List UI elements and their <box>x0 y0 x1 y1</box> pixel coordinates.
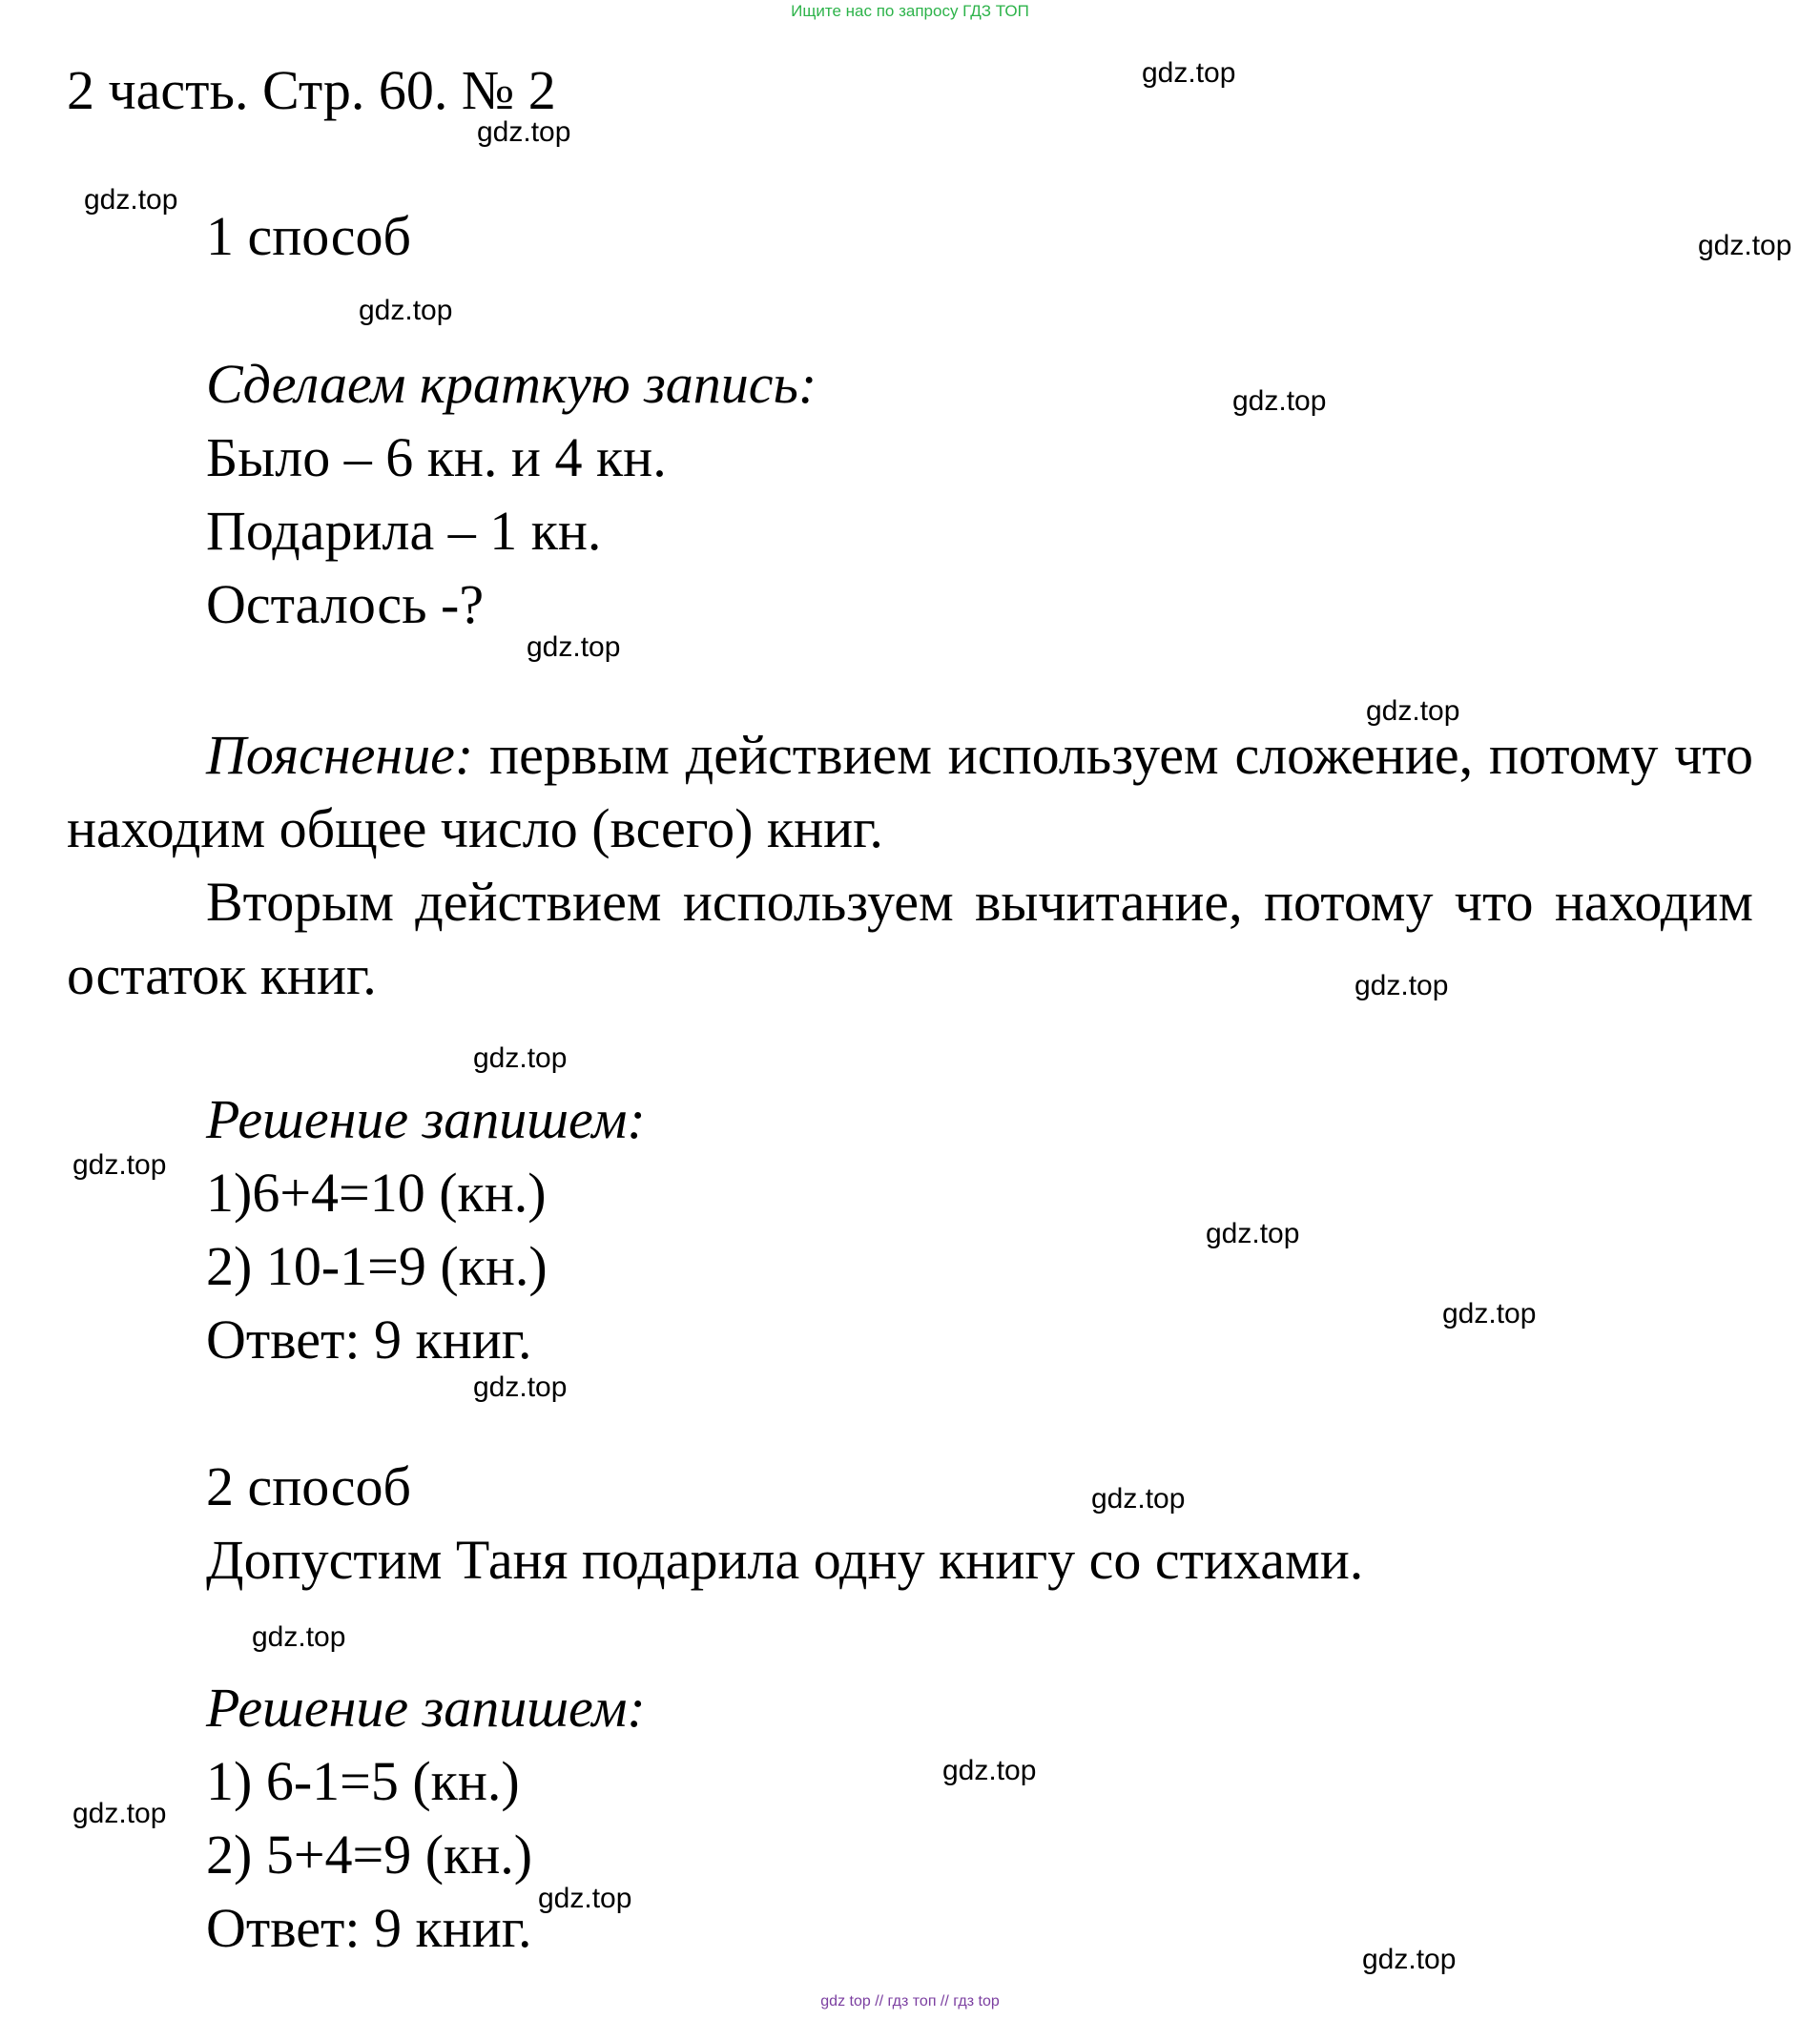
watermark: gdz.top <box>1366 695 1460 727</box>
method1-answer: Ответ: 9 книг. <box>206 1309 532 1371</box>
watermark: gdz.top <box>1355 970 1449 1001</box>
solution-label-2: Решение запишем: <box>206 1677 646 1739</box>
watermark: gdz.top <box>1232 385 1327 417</box>
watermark: gdz.top <box>1206 1218 1300 1249</box>
note-line-3: Осталось -? <box>206 573 485 635</box>
watermark: gdz.top <box>477 116 571 148</box>
solution-label-1: Решение запишем: <box>206 1088 646 1150</box>
method2-answer: Ответ: 9 книг. <box>206 1897 532 1959</box>
watermark: gdz.top <box>1091 1483 1186 1515</box>
watermark: gdz.top <box>473 1371 568 1403</box>
note-line-1: Было – 6 кн. и 4 кн. <box>206 426 667 488</box>
watermark: gdz.top <box>1362 1944 1457 1975</box>
method1-heading: 1 способ <box>206 205 411 267</box>
watermark: gdz.top <box>538 1883 632 1914</box>
watermark: gdz.top <box>473 1042 568 1074</box>
method2-heading: 2 способ <box>206 1455 411 1517</box>
method1-step-2: 2) 10-1=9 (кн.) <box>206 1235 548 1297</box>
watermark: gdz.top <box>252 1621 346 1653</box>
explanation-label: Пояснение: <box>206 724 474 786</box>
watermark: gdz.top <box>1698 230 1792 261</box>
explanation-text: первым действием используем сложение, потому что находим общее число (всего) книг. <box>67 724 1753 859</box>
method2-step-2: 2) 5+4=9 (кн.) <box>206 1824 533 1886</box>
watermark: gdz.top <box>72 1798 167 1829</box>
top-banner: Ищите нас по запросу ГДЗ ТОП <box>791 2 1029 20</box>
page-title: 2 часть. Стр. 60. № 2 <box>67 59 556 121</box>
explanation-paragraph-2: Вторым действием используем вычитание, потому что находим остаток книг. <box>67 871 1753 1006</box>
watermark: gdz.top <box>527 631 621 663</box>
watermark: gdz.top <box>359 295 453 326</box>
watermark: gdz.top <box>84 184 178 216</box>
watermark: gdz.top <box>942 1755 1037 1786</box>
explanation-paragraph <box>67 718 1753 865</box>
watermark: gdz.top <box>72 1149 167 1181</box>
short-note-label: Сделаем краткую запись: <box>206 353 817 415</box>
watermark: gdz.top <box>1142 57 1236 89</box>
method1-step-1: 1)6+4=10 (кн.) <box>206 1162 547 1224</box>
method2-assumption: Допустим Таня подарила одну книгу со стихами. <box>206 1529 1364 1591</box>
note-line-2: Подарила – 1 кн. <box>206 500 602 562</box>
watermark: gdz.top <box>1442 1298 1537 1329</box>
bottom-banner: gdz top // гдз топ // гдз top <box>820 1993 1000 2010</box>
method2-step-1: 1) 6-1=5 (кн.) <box>206 1750 520 1812</box>
